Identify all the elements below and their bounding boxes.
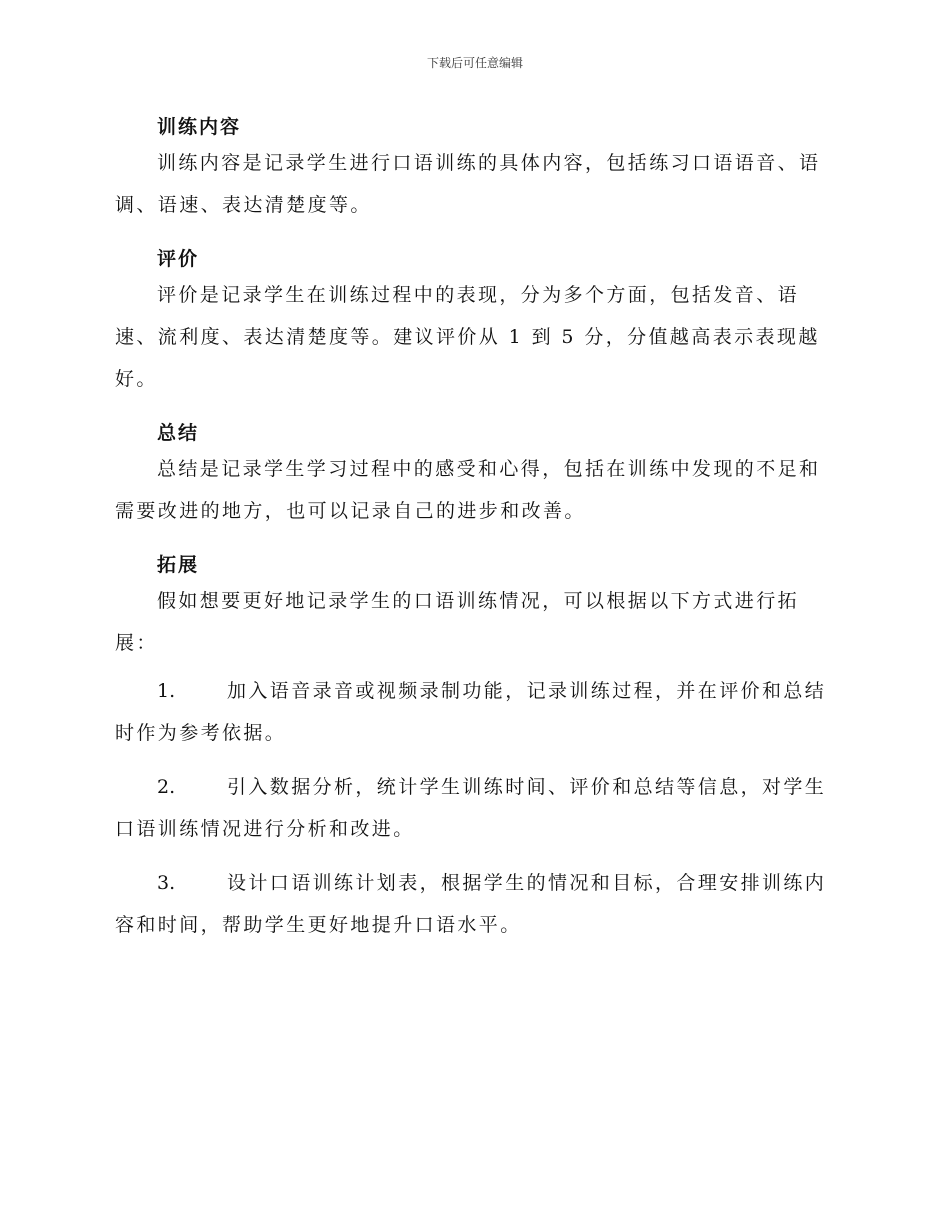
section-paragraph: 训练内容是记录学生进行口语训练的具体内容，包括练习口语语音、语调、语速、表达清楚度等。 xyxy=(115,152,821,216)
section-training-content xyxy=(115,112,835,226)
section-extension xyxy=(115,550,835,946)
list-item xyxy=(115,670,835,754)
page-header: 下载后可任意编辑 xyxy=(426,56,523,70)
list-item-number: 2. xyxy=(157,776,176,798)
list-item xyxy=(115,766,835,850)
list-item-number: 3. xyxy=(157,872,176,894)
section-heading: 拓展 xyxy=(157,554,200,576)
section-heading: 评价 xyxy=(157,248,200,270)
section-paragraph: 总结是记录学生学习过程中的感受和心得，包括在训练中发现的不足和需要改进的地方，也可以记录自己的进步和改善。 xyxy=(115,458,821,522)
list-item-text: 设计口语训练计划表，根据学生的情况和目标，合理安排训练内容和时间，帮助学生更好地提升口语水平。 xyxy=(115,872,827,936)
list-item-text: 加入语音录音或视频录制功能，记录训练过程，并在评价和总结时作为参考依据。 xyxy=(115,680,827,744)
document-body xyxy=(115,112,835,964)
section-summary xyxy=(115,418,835,532)
list-item-number: 1. xyxy=(157,680,176,702)
list-item-text: 引入数据分析，统计学生训练时间、评价和总结等信息，对学生口语训练情况进行分析和改进。 xyxy=(115,776,827,840)
section-paragraph: 假如想要更好地记录学生的口语训练情况，可以根据以下方式进行拓展： xyxy=(115,590,800,654)
extension-list xyxy=(115,670,835,946)
section-heading: 训练内容 xyxy=(157,116,242,138)
section-heading: 总结 xyxy=(157,422,200,444)
section-paragraph: 评价是记录学生在训练过程中的表现，分为多个方面，包括发音、语速、流利度、表达清楚度等。建议评价从 1 到 5 分，分值越高表示表现越好。 xyxy=(115,284,820,390)
list-item xyxy=(115,862,835,946)
section-evaluation xyxy=(115,244,835,400)
